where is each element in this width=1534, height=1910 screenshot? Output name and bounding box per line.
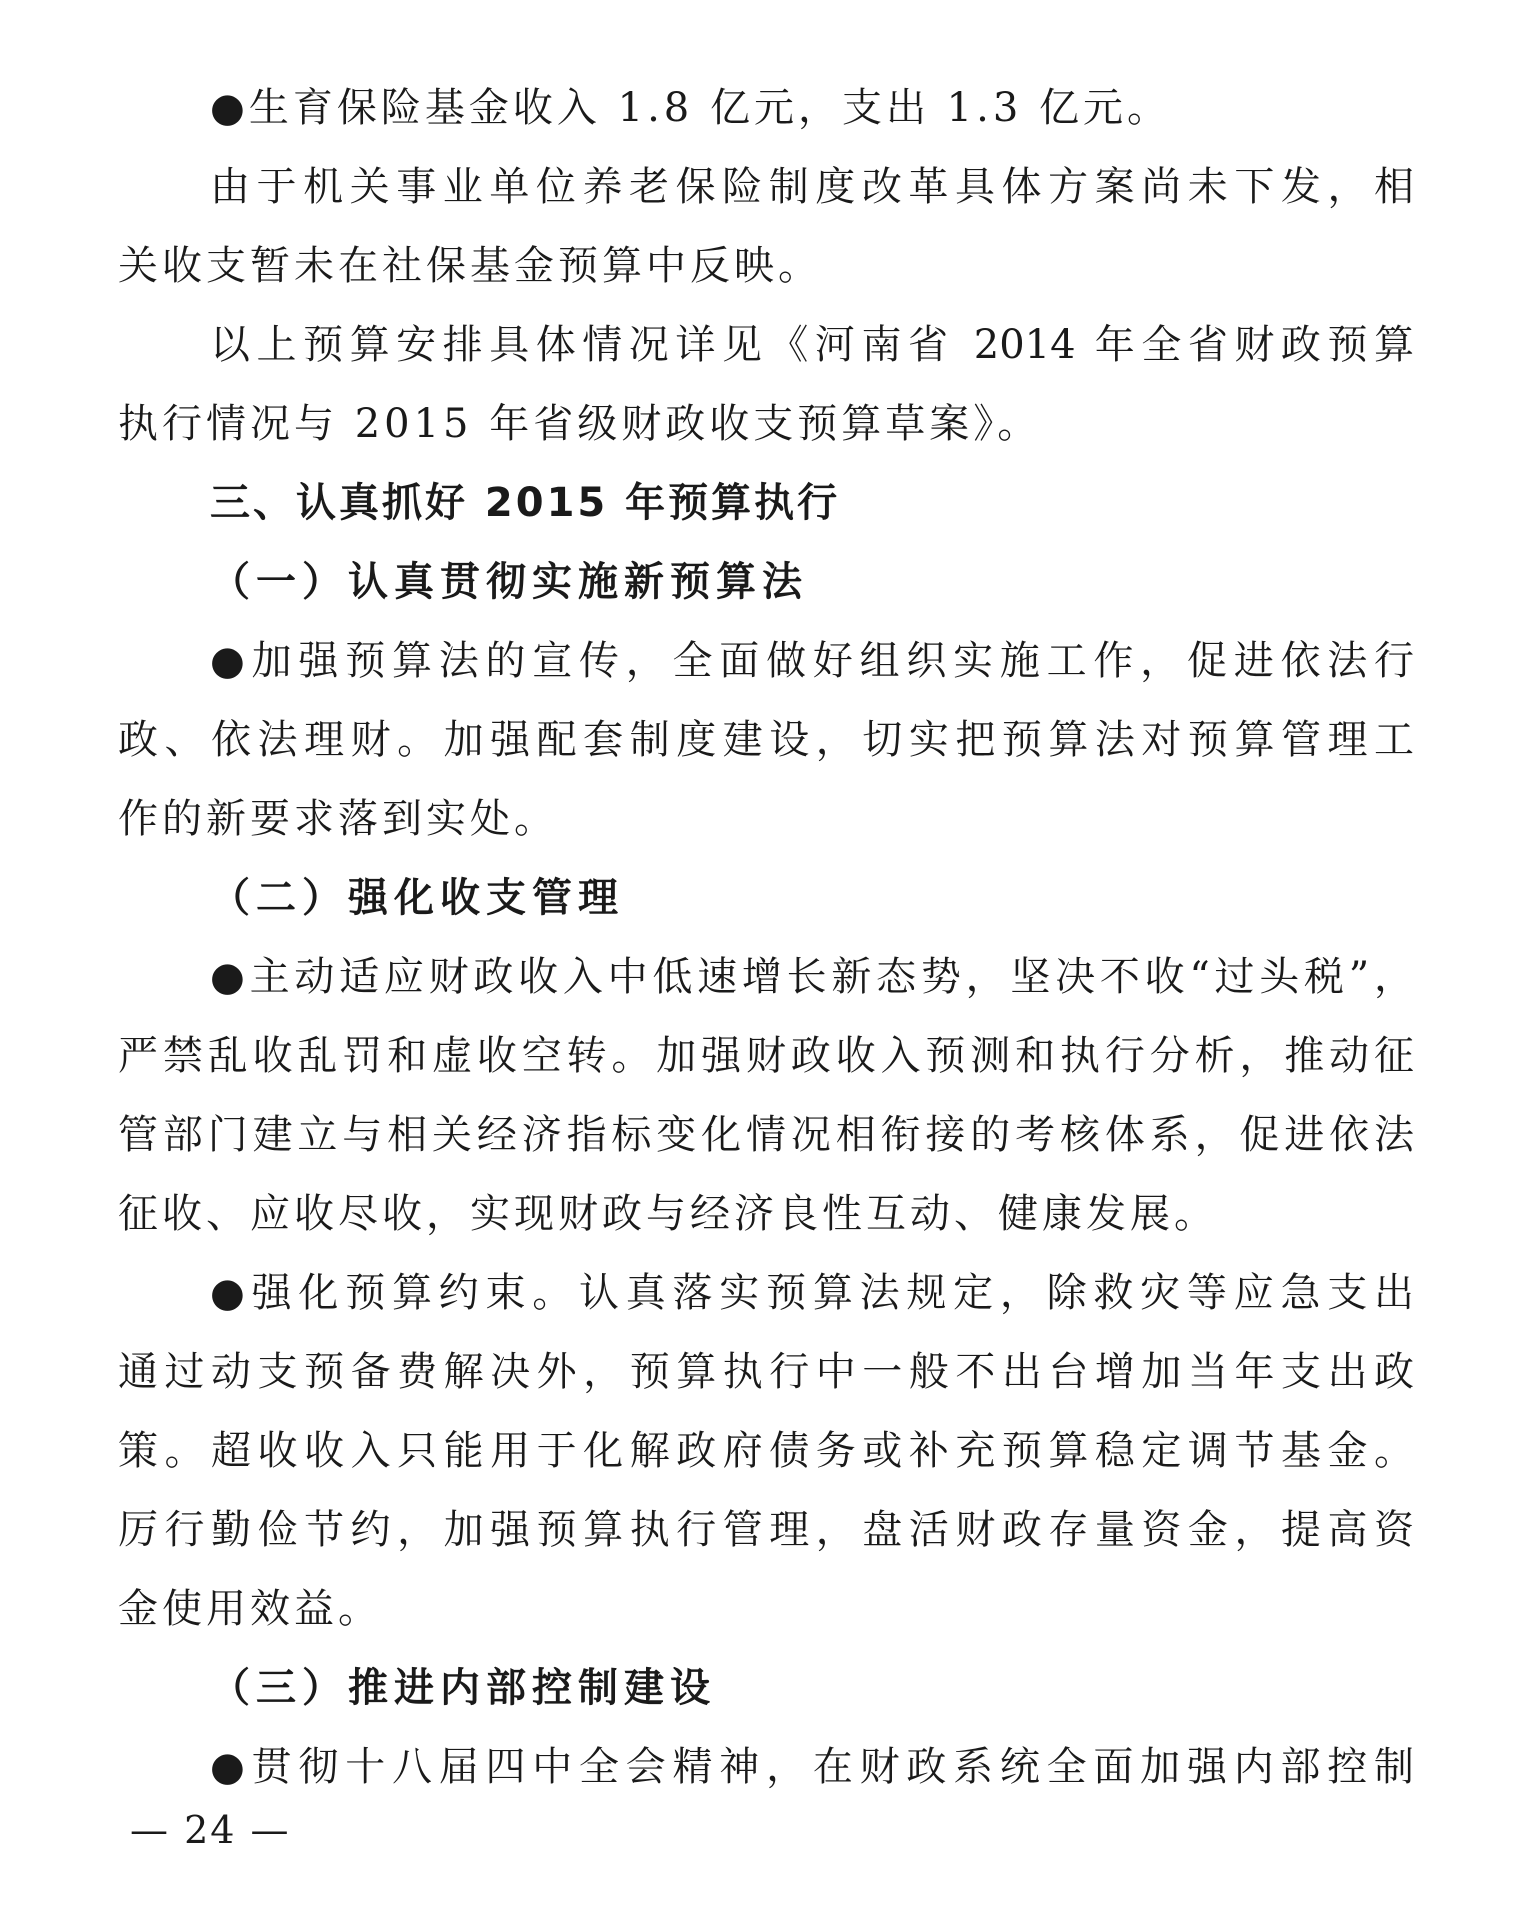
paragraph-line: 金使用效益。: [118, 1586, 382, 1632]
paragraph-line: 严禁乱收乱罚和虚收空转。加强财政收入预测和执行分析，推动征: [118, 1033, 1414, 1079]
paragraph-line: 执行情况与 2015 年省级财政收支预算草案》。: [118, 401, 1042, 447]
paragraph-line: 以上预算安排具体情况详见《河南省 2014 年全省财政预算: [210, 322, 1414, 368]
subsection-heading: （二）强化收支管理: [210, 874, 624, 921]
paragraph-line: 政、依法理财。加强配套制度建设，切实把预算法对预算管理工: [118, 717, 1414, 763]
paragraph-line: 通过动支预备费解决外，预算执行中一般不出台增加当年支出政: [118, 1349, 1414, 1395]
paragraph-line: ●生育保险基金收入 1.8 亿元，支出 1.3 亿元。: [210, 85, 1171, 131]
paragraph-line: 厉行勤俭节约，加强预算执行管理，盘活财政存量资金，提高资: [118, 1507, 1414, 1553]
paragraph-line: 由于机关事业单位养老保险制度改革具体方案尚未下发，相: [210, 164, 1414, 210]
subsection-heading: （一）认真贯彻实施新预算法: [210, 558, 808, 605]
paragraph-line: 策。超收收入只能用于化解政府债务或补充预算稳定调节基金。: [118, 1428, 1414, 1474]
paragraph-line: ●主动适应财政收入中低速增长新态势，坚决不收“过头税”，: [210, 954, 1414, 1000]
paragraph-line: ●强化预算约束。认真落实预算法规定，除救灾等应急支出: [210, 1270, 1414, 1316]
section-heading: 三、认真抓好 2015 年预算执行: [210, 480, 841, 526]
paragraph-line: 征收、应收尽收，实现财政与经济良性互动、健康发展。: [118, 1191, 1218, 1237]
page-number: — 24 —: [130, 1808, 291, 1852]
paragraph-line: ●加强预算法的宣传，全面做好组织实施工作，促进依法行: [210, 638, 1414, 684]
paragraph-line: 作的新要求落到实处。: [118, 796, 558, 842]
paragraph-line: 关收支暂未在社保基金预算中反映。: [118, 243, 822, 289]
paragraph-line: 管部门建立与相关经济指标变化情况相衔接的考核体系，促进依法: [118, 1112, 1414, 1158]
subsection-heading: （三）推进内部控制建设: [210, 1664, 716, 1711]
paragraph-line: ●贯彻十八届四中全会精神，在财政系统全面加强内部控制: [210, 1744, 1414, 1790]
